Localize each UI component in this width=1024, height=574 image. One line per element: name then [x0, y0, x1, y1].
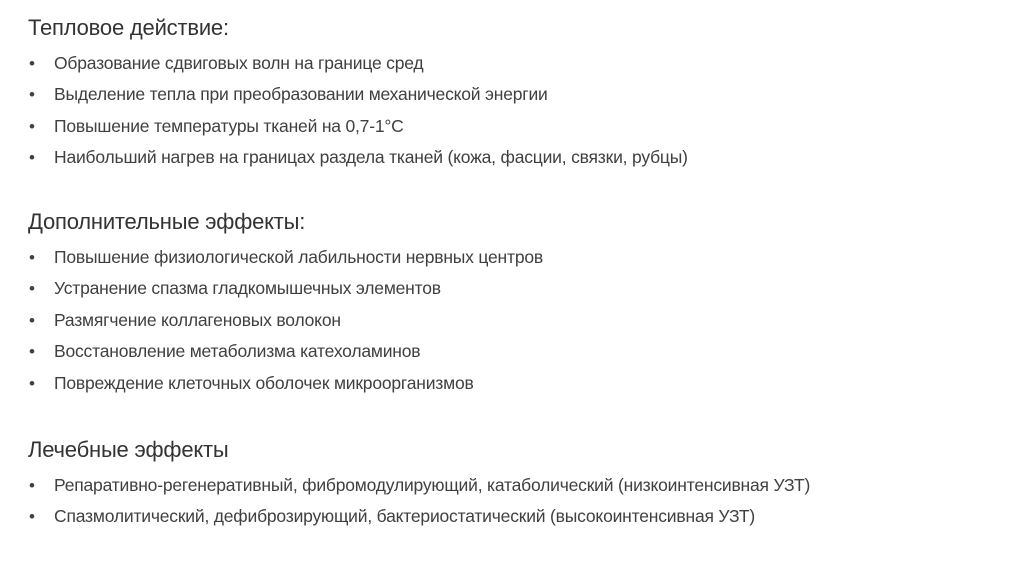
bullet-icon: •: [29, 116, 35, 136]
bullet-icon: •: [29, 476, 35, 495]
list-item: [28, 336, 988, 367]
list-item-text: Размягчение коллагеновых волокон: [54, 309, 341, 330]
list-item-text: Выделение тепла при преобразовании механической энергии: [54, 84, 548, 105]
bullet-icon: •: [29, 373, 35, 393]
section-heading: Лечебные эффекты: [28, 437, 229, 462]
list-item: [28, 501, 988, 532]
bullet-icon: •: [29, 342, 35, 362]
bullet-icon: •: [29, 85, 35, 105]
bullet-icon: •: [29, 507, 35, 527]
bullet-list: [28, 470, 988, 533]
list-item: [28, 242, 988, 273]
section-additional-effects: [28, 208, 988, 399]
bullet-list: [28, 48, 988, 174]
bullet-icon: •: [29, 279, 35, 299]
list-item: [28, 48, 988, 79]
list-item: [28, 470, 988, 501]
section-heading: Дополнительные эффекты:: [28, 209, 306, 234]
list-item: [28, 305, 988, 336]
list-item-text: Повреждение клеточных оболочек микроорганизмов: [54, 372, 474, 393]
bullet-icon: •: [29, 248, 35, 267]
section-heading: Тепловое действие:: [28, 15, 229, 40]
bullet-icon: •: [29, 54, 35, 73]
list-item: [28, 273, 988, 304]
bullet-icon: •: [29, 148, 35, 168]
list-item-text: Повышение температуры тканей на 0,7-1°С: [54, 115, 404, 136]
bullet-icon: •: [29, 310, 35, 330]
list-item-text: Репаративно-регенеративный, фибромодулирующий, катаболический (низкоинтенсивная УЗТ): [54, 475, 811, 495]
list-item-text: Наибольший нагрев на границах раздела тканей (кожа, фасции, связки, рубцы): [54, 147, 688, 168]
list-item: [28, 142, 988, 173]
list-item-text: Образование сдвиговых волн на границе сред: [54, 53, 424, 73]
section-therapeutic-effects: [28, 436, 988, 533]
section-thermal-action: [28, 14, 988, 174]
list-item-text: Восстановление метаболизма катехоламинов: [54, 341, 421, 362]
list-item-text: Спазмолитический, дефиброзирующий, бактериостатический (высокоинтенсивная УЗТ): [54, 506, 756, 527]
list-item-text: Устранение спазма гладкомышечных элементов: [54, 278, 441, 299]
list-item: [28, 79, 988, 110]
list-item: [28, 111, 988, 142]
list-item: [28, 368, 988, 399]
bullet-list: [28, 242, 988, 399]
list-item-text: Повышение физиологической лабильности нервных центров: [54, 247, 543, 267]
